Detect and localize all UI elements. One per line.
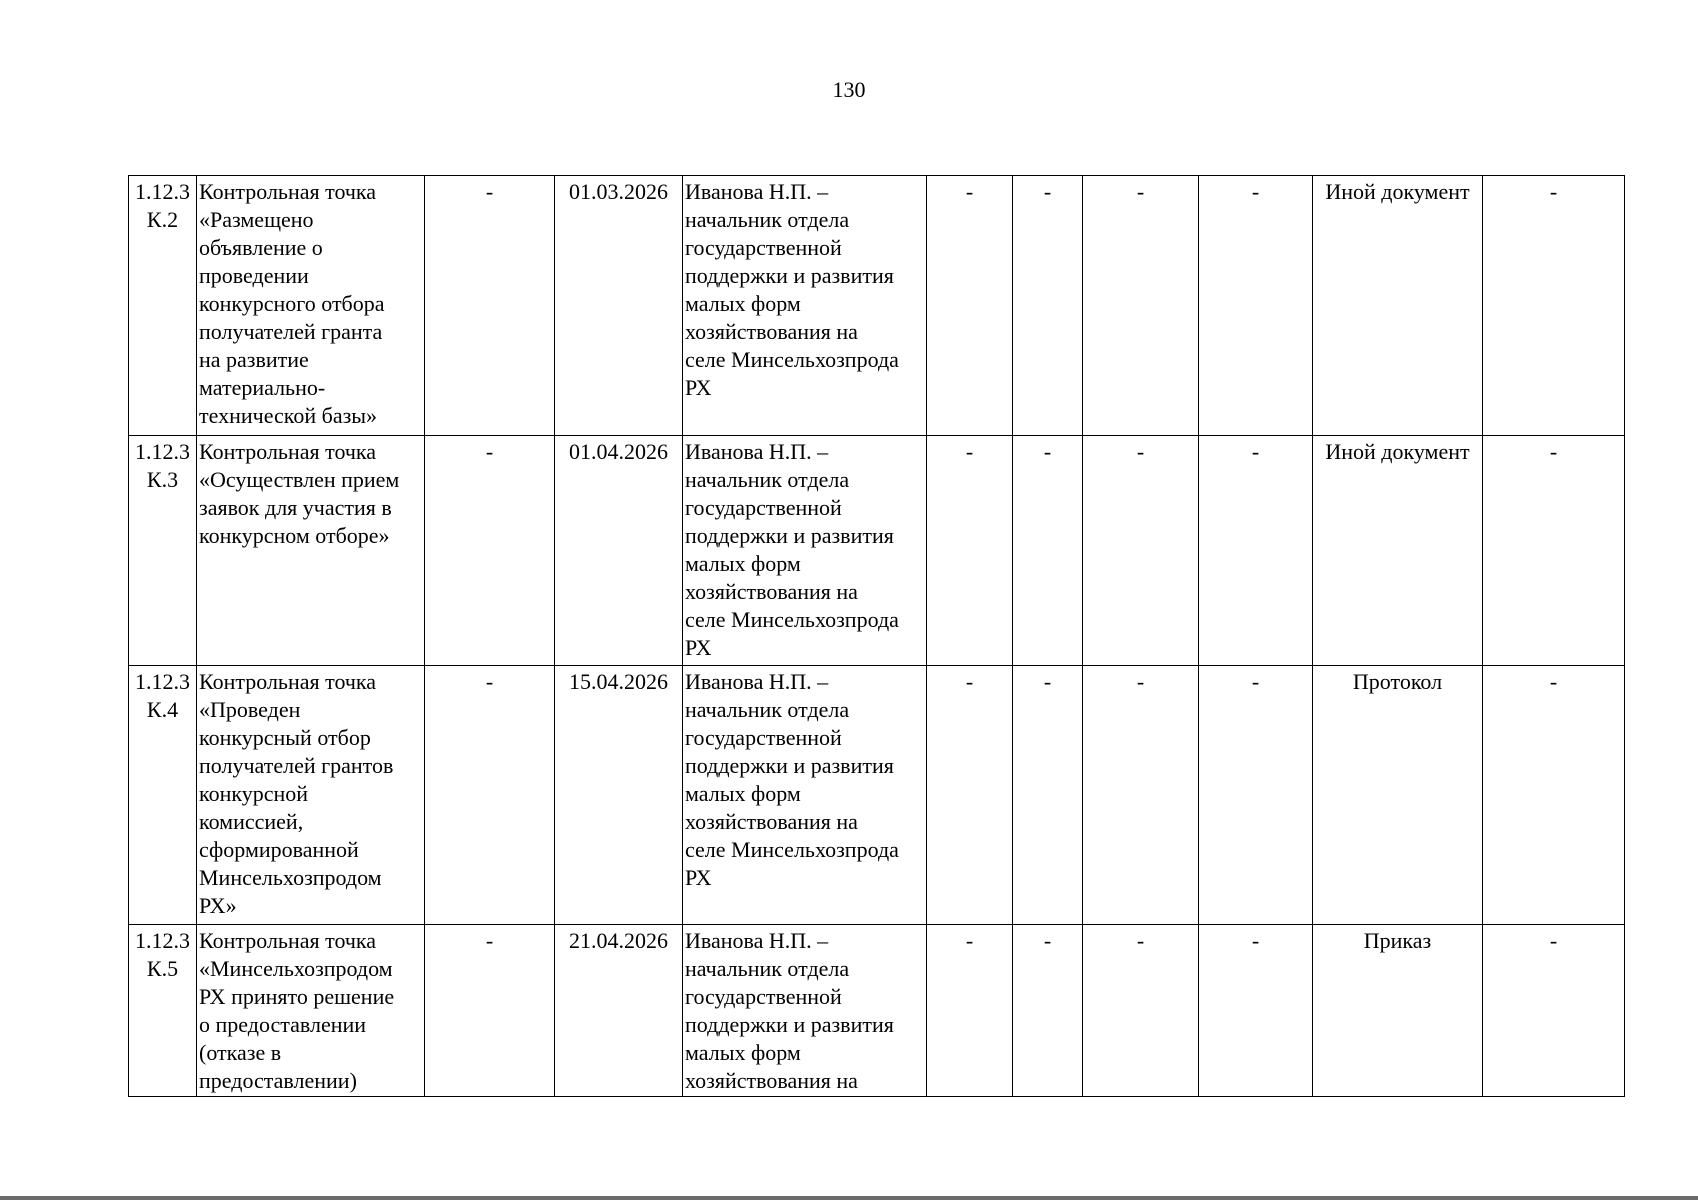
- table-row: [129, 176, 1625, 436]
- responsible-cell: Иванова Н.П. – начальник отдела государственной поддержки и развития малых форм хозяйствования на селе Минсельхозпрода РХ: [683, 176, 927, 436]
- value-cell: -: [1083, 925, 1199, 1097]
- row-number-cell: 1.12.3 К.3: [129, 436, 197, 666]
- document-type-cell: Приказ: [1313, 925, 1483, 1097]
- value-cell: -: [927, 666, 1013, 925]
- control-points-table: [128, 175, 1625, 1097]
- value-cell: -: [1199, 925, 1313, 1097]
- value-cell: -: [1483, 436, 1625, 666]
- value-cell: -: [1013, 666, 1083, 925]
- value-cell: -: [1483, 666, 1625, 925]
- row-number-cell: 1.12.3 К.4: [129, 666, 197, 925]
- value-cell: -: [927, 436, 1013, 666]
- value-cell: -: [927, 925, 1013, 1097]
- document-type-cell: Иной документ: [1313, 436, 1483, 666]
- row-number-cell: 1.12.3 К.2: [129, 176, 197, 436]
- value-cell: -: [1199, 666, 1313, 925]
- responsible-cell: Иванова Н.П. – начальник отдела государственной поддержки и развития малых форм хозяйствования на селе Минсельхозпрода РХ: [683, 666, 927, 925]
- end-date-cell: 01.03.2026: [555, 176, 683, 436]
- value-cell: -: [1013, 176, 1083, 436]
- value-cell: -: [1483, 176, 1625, 436]
- value-cell: -: [1483, 925, 1625, 1097]
- table-row: [129, 925, 1625, 1097]
- table-row: [129, 666, 1625, 925]
- event-name-cell: Контрольная точка «Проведен конкурсный отбор получателей грантов конкурсной комиссией, сформированной Минсельхозпродом РХ»: [197, 666, 425, 925]
- start-date-cell: -: [425, 666, 555, 925]
- value-cell: -: [1199, 436, 1313, 666]
- responsible-cell: Иванова Н.П. – начальник отдела государственной поддержки и развития малых форм хозяйствования на: [683, 925, 927, 1097]
- row-number-cell: 1.12.3 К.5: [129, 925, 197, 1097]
- value-cell: -: [1083, 176, 1199, 436]
- end-date-cell: 15.04.2026: [555, 666, 683, 925]
- event-name-cell: Контрольная точка «Минсельхозпродом РХ принято решение о предоставлении (отказе в предоставлении): [197, 925, 425, 1097]
- page-number: 130: [832, 77, 866, 102]
- value-cell: -: [1083, 436, 1199, 666]
- document-type-cell: Протокол: [1313, 666, 1483, 925]
- start-date-cell: -: [425, 176, 555, 436]
- end-date-cell: 21.04.2026: [555, 925, 683, 1097]
- event-name-cell: Контрольная точка «Размещено объявление о проведении конкурсного отбора получателей гранта на развитие материально- технической базы»: [197, 176, 425, 436]
- value-cell: -: [1013, 925, 1083, 1097]
- event-name-cell: Контрольная точка «Осуществлен прием заявок для участия в конкурсном отборе»: [197, 436, 425, 666]
- start-date-cell: -: [425, 436, 555, 666]
- table-row: [129, 436, 1625, 666]
- responsible-cell: Иванова Н.П. – начальник отдела государственной поддержки и развития малых форм хозяйствования на селе Минсельхозпрода РХ: [683, 436, 927, 666]
- value-cell: -: [1083, 666, 1199, 925]
- start-date-cell: -: [425, 925, 555, 1097]
- end-date-cell: 01.04.2026: [555, 436, 683, 666]
- value-cell: -: [1013, 436, 1083, 666]
- document-type-cell: Иной документ: [1313, 176, 1483, 436]
- scan-bottom-edge: [0, 1196, 1698, 1200]
- value-cell: -: [1199, 176, 1313, 436]
- value-cell: -: [927, 176, 1013, 436]
